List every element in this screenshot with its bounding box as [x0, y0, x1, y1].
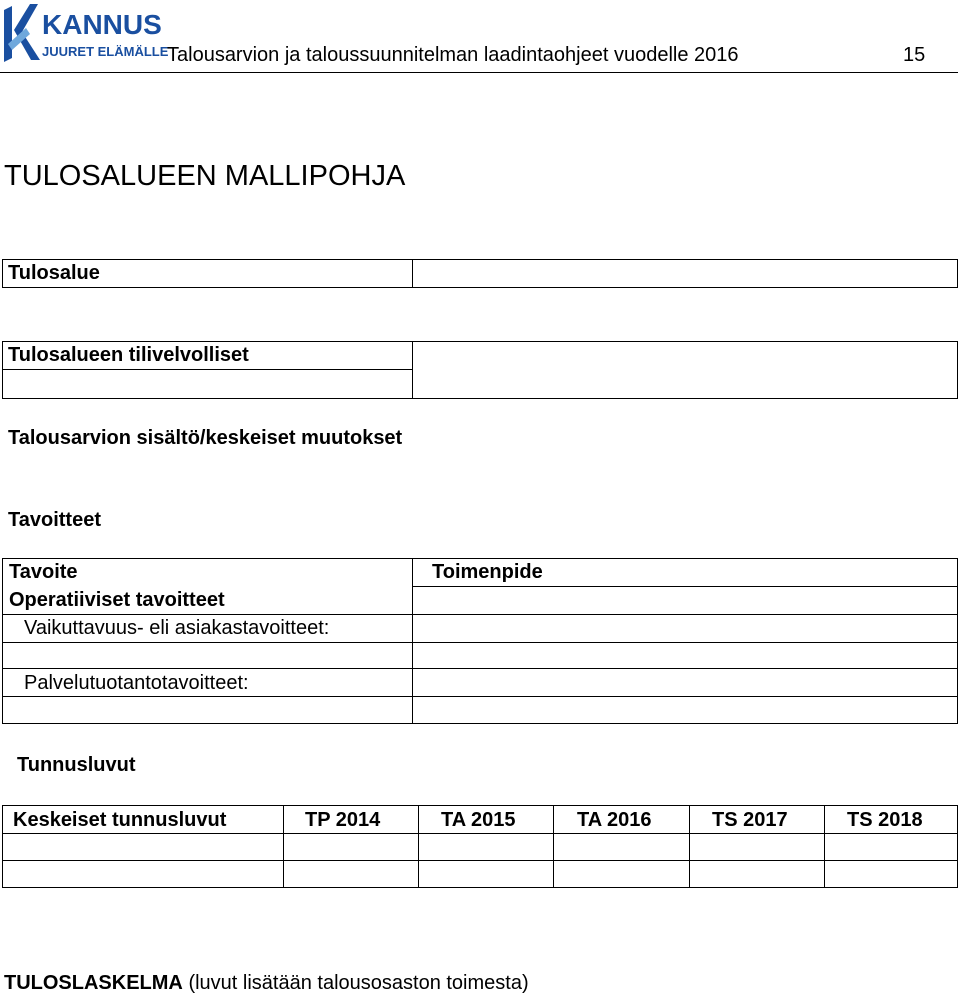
kpi-cell[interactable]: [2, 833, 284, 861]
tuloslaskelma-heading: TULOSLASKELMA: [4, 972, 183, 994]
tunnusluvut-heading: Tunnusluvut: [17, 754, 136, 776]
goals-effectiveness-blank-cell[interactable]: [2, 642, 413, 669]
tulosalue-label: Tulosalue: [8, 262, 100, 284]
tilivelvolliset-value-cell[interactable]: [412, 341, 958, 399]
kannus-logo: [0, 0, 169, 66]
tilivelvolliset-label: Tulosalueen tilivelvolliset: [8, 344, 249, 366]
tulosalue-value-cell[interactable]: [412, 259, 958, 288]
kpi-cell[interactable]: [553, 833, 690, 861]
logo-mark-icon: [4, 4, 40, 62]
goals-service-blank-cell[interactable]: [2, 696, 413, 724]
kpi-cell[interactable]: [824, 860, 958, 888]
goals-col2-operative-cell[interactable]: [412, 586, 958, 615]
kpi-cell[interactable]: [689, 860, 825, 888]
kpi-header-tp2014: TP 2014: [305, 809, 381, 831]
tilivelvolliset-blank-cell[interactable]: [2, 369, 413, 399]
logo-name: KANNUS: [42, 9, 162, 40]
goals-effectiveness-label: Vaikuttavuus- eli asiakastavoitteet:: [24, 617, 330, 639]
kpi-cell[interactable]: [824, 833, 958, 861]
kpi-header-ts2018: TS 2018: [847, 809, 923, 831]
goals-service-label: Palvelutuotantotavoitteet:: [24, 672, 249, 694]
kpi-header-label: Keskeiset tunnusluvut: [13, 809, 227, 831]
goals-service-blank-action-cell[interactable]: [412, 696, 958, 724]
kpi-cell[interactable]: [283, 833, 419, 861]
goals-service-action-cell[interactable]: [412, 668, 958, 697]
kpi-header-ta2016: TA 2016: [577, 809, 652, 831]
header-divider: [0, 72, 958, 73]
logo-tagline: JUURET ELÄMÄLLE: [42, 44, 169, 59]
kpi-cell[interactable]: [283, 860, 419, 888]
header-title: Talousarvion ja taloussuunnitelman laadintaohjeet vuodelle 2016: [167, 44, 739, 66]
kpi-header-ta2015: TA 2015: [441, 809, 516, 831]
kpi-cell[interactable]: [689, 833, 825, 861]
goals-col1-header: Tavoite: [9, 561, 78, 583]
kpi-header-ts2017: TS 2017: [712, 809, 788, 831]
kpi-cell[interactable]: [418, 860, 554, 888]
goals-operative-label: Operatiiviset tavoitteet: [9, 589, 225, 611]
tuloslaskelma-note: (luvut lisätään talousosaston toimesta): [182, 972, 529, 994]
tuloslaskelma-line: [4, 972, 529, 995]
tavoitteet-heading: Tavoitteet: [8, 509, 101, 531]
page-number: 15: [903, 44, 926, 66]
goals-col2-header: Toimenpide: [432, 561, 543, 583]
muutokset-label: Talousarvion sisältö/keskeiset muutokset: [8, 427, 403, 449]
goals-effectiveness-blank-action-cell[interactable]: [412, 642, 958, 669]
page-title: TULOSALUEEN MALLIPOHJA: [4, 160, 406, 192]
goals-effectiveness-action-cell[interactable]: [412, 614, 958, 643]
kpi-cell[interactable]: [553, 860, 690, 888]
kpi-cell[interactable]: [2, 860, 284, 888]
kpi-cell[interactable]: [418, 833, 554, 861]
